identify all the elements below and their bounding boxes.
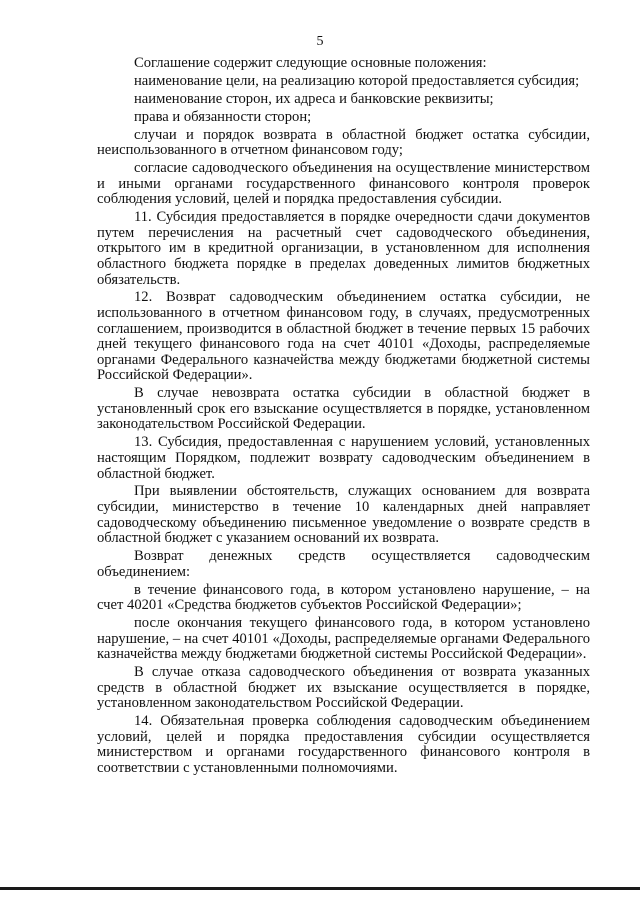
paragraph-goal-name: наименование цели, на реализацию которой предоставляется субсидия; (134, 72, 580, 89)
page-number: 5 (316, 34, 324, 49)
paragraph-non-return: В случае невозврата остатка субсидии в областной бюджет в установленный срок его взыскание осуществляется в порядке, установленном законодательством Российской Федерации. (97, 385, 590, 433)
paragraph-during-year: в течение финансового года, в котором установлено нарушение, – на счет 40201 «Средства бюджетов субъектов Российской Федерации»; (97, 581, 590, 614)
document-body (97, 56, 590, 779)
paragraph-consent: согласие садоводческого объединения на осуществление министерством и иными органами государственного финансового контроля проверок соблюдения условий, целей и порядка предоставления субсидии. (97, 160, 590, 208)
paragraph-item-14: 14. Обязательная проверка соблюдения садоводческим объединением условий, целей и порядка предоставления субсидии осуществляется министерством и органами государственного финансового контроля в соответствии с установленными полномочиями. (97, 713, 590, 776)
paragraph-item-12: 12. Возврат садоводческим объединением остатка субсидии, не использованного в отчетном финансовом году, в случаях, предусмотренных соглашением, производится в областной бюджет в течение первых 15 рабочих дней текущего финансового года на счет 40101 «Доходы, распределяемые органами Федерального казначейства между бюджетами бюджетной системы Российской Федерации». (97, 289, 590, 384)
paragraph-parties: наименование сторон, их адреса и банковские реквизиты; (134, 90, 494, 107)
paragraph-circumstances: При выявлении обстоятельств, служащих основанием для возврата субсидии, министерство в течение 10 календарных дней направляет садоводческому объединению письменное уведомление о возврате средств в областной бюджет с указанием оснований их возврата. (97, 483, 590, 547)
paragraph-item-11: 11. Субсидия предоставляется в порядке очередности сдачи документов путем перечисления на расчетный счет садоводческого объединения, открытого им в кредитной организации, в установленном для исполнения областного бюджета порядке в пределах доведенных лимитов бюджетных обязательств. (97, 209, 590, 288)
paragraph-rights: права и обязанности сторон; (134, 108, 312, 125)
paragraph-agreement-intro: Соглашение содержит следующие основные положения: (134, 55, 487, 71)
paragraph-item-13: 13. Субсидия, предоставленная с нарушением условий, установленных настоящим Порядком, подлежит возврату садоводческим объединением в областной бюджет. (97, 434, 590, 482)
paragraph-refusal: В случае отказа садоводческого объединения от возврата указанных средств в областной бюджет их взыскание осуществляется в порядке, установленном законодательством Российской Федерации. (97, 664, 590, 712)
paragraph-after-year: после окончания текущего финансового года, в котором установлено нарушение, – на счет 40101 «Доходы, распределяемые органами Федерального казначейства между бюджетами бюджетной системы Российской Федерации». (97, 615, 590, 663)
page-bottom-rule (0, 887, 640, 890)
paragraph-return-funds: Возврат денежных средств осуществляется садоводческим объединением: (97, 548, 590, 580)
paragraph-return-cases: случаи и порядок возврата в областной бюджет остатка субсидии, неиспользованного в отчетном финансовом году; (97, 126, 590, 159)
